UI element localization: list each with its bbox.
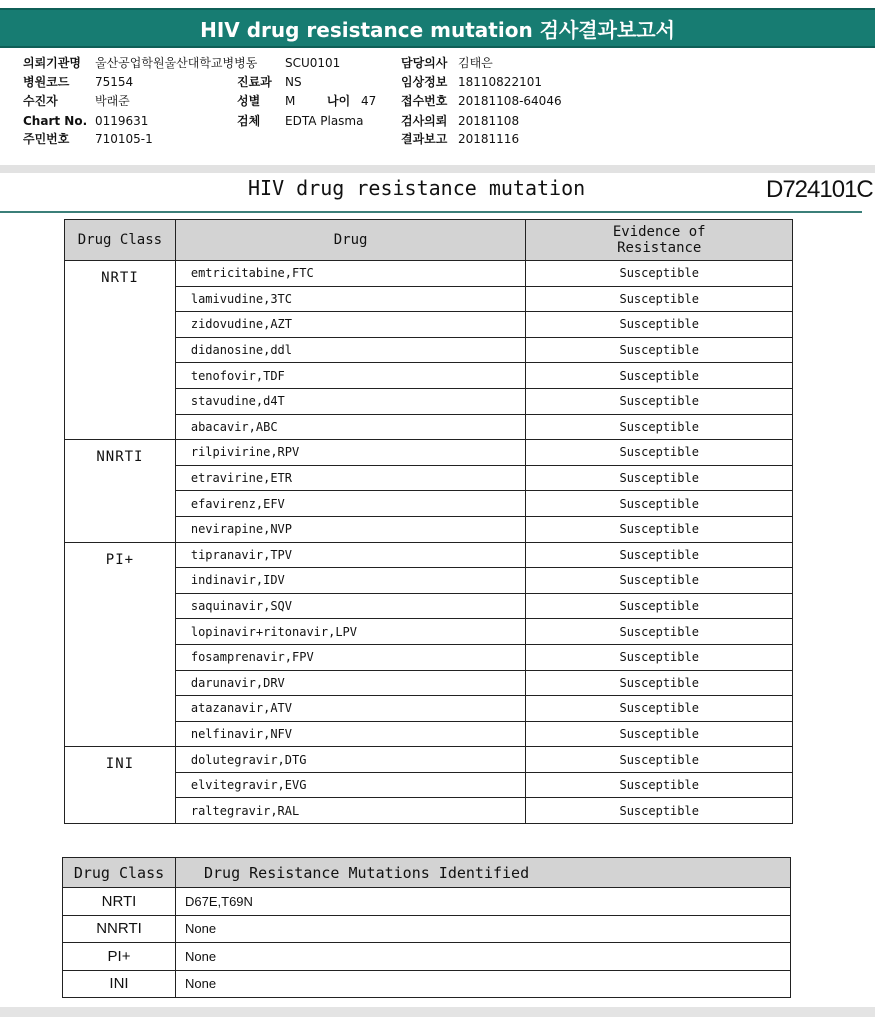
- drug-name-cell: emtricitabine,FTC: [175, 261, 526, 287]
- resistance-result-cell: Susceptible: [526, 619, 793, 645]
- drug-name-cell: fosamprenavir,FPV: [175, 644, 526, 670]
- institution-row: [23, 54, 257, 73]
- institution-value: 울산공업학원울산대학교병병동: [95, 56, 258, 70]
- table-row: [65, 542, 793, 568]
- request-value: 20181108: [458, 114, 520, 128]
- table-header-row: [65, 220, 793, 261]
- receipt-label: 접수번호: [401, 94, 448, 108]
- resistance-result-cell: Susceptible: [526, 772, 793, 798]
- table-row: [65, 747, 793, 773]
- clinical-row: [401, 73, 542, 92]
- table-row: [65, 440, 793, 466]
- mutation-list-cell: None: [176, 943, 791, 971]
- table-row: [65, 261, 793, 287]
- receipt-value: 20181108-64046: [458, 94, 562, 108]
- drug-name-cell: dolutegravir,DTG: [175, 747, 526, 773]
- resistance-result-cell: Susceptible: [526, 670, 793, 696]
- hospital-code-value: 75154: [95, 75, 134, 89]
- resistance-result-cell: Susceptible: [526, 542, 793, 568]
- clinical-value: 18110822101: [458, 75, 542, 89]
- resistance-result-cell: Susceptible: [526, 261, 793, 287]
- request-row: [401, 112, 519, 131]
- request-label: 검사의뢰: [401, 114, 448, 128]
- table-row: [63, 943, 791, 971]
- resident-value: 710105-1: [95, 132, 153, 146]
- resistance-result-cell: Susceptible: [526, 798, 793, 824]
- resident-label: 주민번호: [23, 132, 70, 146]
- table-row: [63, 915, 791, 943]
- resident-row: [23, 130, 153, 149]
- mutation-class-cell: PI+: [63, 943, 176, 971]
- drug-name-cell: tenofovir,TDF: [175, 363, 526, 389]
- report-date-value: 20181116: [458, 132, 520, 146]
- col-drug-class: Drug Class: [65, 220, 176, 261]
- resistance-result-cell: Susceptible: [526, 337, 793, 363]
- age-label: 나이: [327, 94, 351, 108]
- specimen-label: 검체: [237, 114, 261, 128]
- drug-name-cell: nelfinavir,NFV: [175, 721, 526, 747]
- mutation-table: [62, 857, 791, 998]
- report-date-row: [401, 130, 519, 149]
- drug-name-cell: indinavir,IDV: [175, 568, 526, 594]
- drug-class-cell: NRTI: [65, 261, 176, 440]
- resistance-result-cell: Susceptible: [526, 388, 793, 414]
- mutation-class-cell: INI: [63, 970, 176, 998]
- col-evidence-line1: Evidence of: [612, 224, 706, 240]
- chart-label: Chart No.: [23, 114, 88, 128]
- drug-name-cell: nevirapine,NVP: [175, 516, 526, 542]
- resistance-result-cell: Susceptible: [526, 363, 793, 389]
- resistance-result-cell: Susceptible: [526, 286, 793, 312]
- drug-name-cell: stavudine,d4T: [175, 388, 526, 414]
- sex-label: 성별: [237, 94, 261, 108]
- col-evidence: [526, 220, 793, 261]
- resistance-result-cell: Susceptible: [526, 414, 793, 440]
- doctor-value: 김태은: [458, 56, 493, 70]
- resistance-result-cell: Susceptible: [526, 491, 793, 517]
- footer-bar: [0, 1007, 875, 1017]
- specimen-value: EDTA Plasma: [285, 114, 364, 128]
- clinical-label: 임상정보: [401, 75, 448, 89]
- resistance-result-cell: Susceptible: [526, 747, 793, 773]
- resistance-table-body: [65, 261, 793, 824]
- sex-row: [237, 92, 376, 111]
- ward-value: SCU0101: [285, 56, 341, 70]
- section-code: D724101C: [766, 176, 873, 203]
- dept-value: NS: [285, 75, 302, 89]
- hospital-code-row: [23, 73, 133, 92]
- mutation-class-cell: NNRTI: [63, 915, 176, 943]
- resistance-result-cell: Susceptible: [526, 568, 793, 594]
- resistance-result-cell: Susceptible: [526, 516, 793, 542]
- drug-class-cell: INI: [65, 747, 176, 824]
- resistance-result-cell: Susceptible: [526, 721, 793, 747]
- drug-name-cell: didanosine,ddl: [175, 337, 526, 363]
- hospital-code-label: 병원코드: [23, 75, 70, 89]
- col-drug: Drug: [175, 220, 526, 261]
- specimen-row: [237, 112, 363, 131]
- drug-name-cell: lopinavir+ritonavir,LPV: [175, 619, 526, 645]
- sex-value: M: [285, 94, 296, 108]
- resistance-result-cell: Susceptible: [526, 696, 793, 722]
- report-title: HIV drug resistance mutation 검사결과보고서: [0, 8, 875, 48]
- age-value: 47: [361, 94, 377, 108]
- resistance-result-cell: Susceptible: [526, 644, 793, 670]
- drug-name-cell: lamivudine,3TC: [175, 286, 526, 312]
- drug-name-cell: zidovudine,AZT: [175, 312, 526, 338]
- mutation-list-cell: None: [176, 970, 791, 998]
- drug-class-cell: PI+: [65, 542, 176, 747]
- patient-row: [23, 92, 130, 111]
- drug-name-cell: raltegravir,RAL: [175, 798, 526, 824]
- drug-name-cell: rilpivirine,RPV: [175, 440, 526, 466]
- mutation-col-class: Drug Class: [63, 858, 176, 888]
- table-row: [63, 888, 791, 916]
- patient-label: 수진자: [23, 94, 58, 108]
- section-underline: [0, 211, 862, 213]
- drug-class-cell: NNRTI: [65, 440, 176, 542]
- doctor-row: [401, 54, 493, 73]
- col-evidence-line2: Resistance: [617, 240, 702, 256]
- table-row: [63, 970, 791, 998]
- chart-value: 0119631: [95, 114, 149, 128]
- section-title: HIV drug resistance mutation: [248, 176, 586, 200]
- drug-name-cell: saquinavir,SQV: [175, 593, 526, 619]
- resistance-result-cell: Susceptible: [526, 440, 793, 466]
- drug-name-cell: etravirine,ETR: [175, 465, 526, 491]
- drug-name-cell: abacavir,ABC: [175, 414, 526, 440]
- chart-row: [23, 112, 148, 131]
- drug-name-cell: elvitegravir,EVG: [175, 772, 526, 798]
- mutation-table-body: [63, 888, 791, 998]
- mutation-header-row: [63, 858, 791, 888]
- institution-label: 의뢰기관명: [23, 56, 81, 70]
- dept-label: 진료과: [237, 75, 272, 89]
- mutation-class-cell: NRTI: [63, 888, 176, 916]
- mutation-col-mutations: Drug Resistance Mutations Identified: [176, 858, 791, 888]
- drug-name-cell: tipranavir,TPV: [175, 542, 526, 568]
- mutation-list-cell: None: [176, 915, 791, 943]
- patient-value: 박래준: [95, 94, 130, 108]
- dept-row: [237, 73, 302, 92]
- drug-name-cell: atazanavir,ATV: [175, 696, 526, 722]
- drug-name-cell: efavirenz,EFV: [175, 491, 526, 517]
- doctor-label: 담당의사: [401, 56, 448, 70]
- mutation-list-cell: D67E,T69N: [176, 888, 791, 916]
- resistance-table: [64, 219, 793, 824]
- section-divider: [0, 165, 875, 173]
- resistance-result-cell: Susceptible: [526, 593, 793, 619]
- resistance-result-cell: Susceptible: [526, 312, 793, 338]
- receipt-row: [401, 92, 562, 111]
- report-date-label: 결과보고: [401, 132, 448, 146]
- resistance-result-cell: Susceptible: [526, 465, 793, 491]
- drug-name-cell: darunavir,DRV: [175, 670, 526, 696]
